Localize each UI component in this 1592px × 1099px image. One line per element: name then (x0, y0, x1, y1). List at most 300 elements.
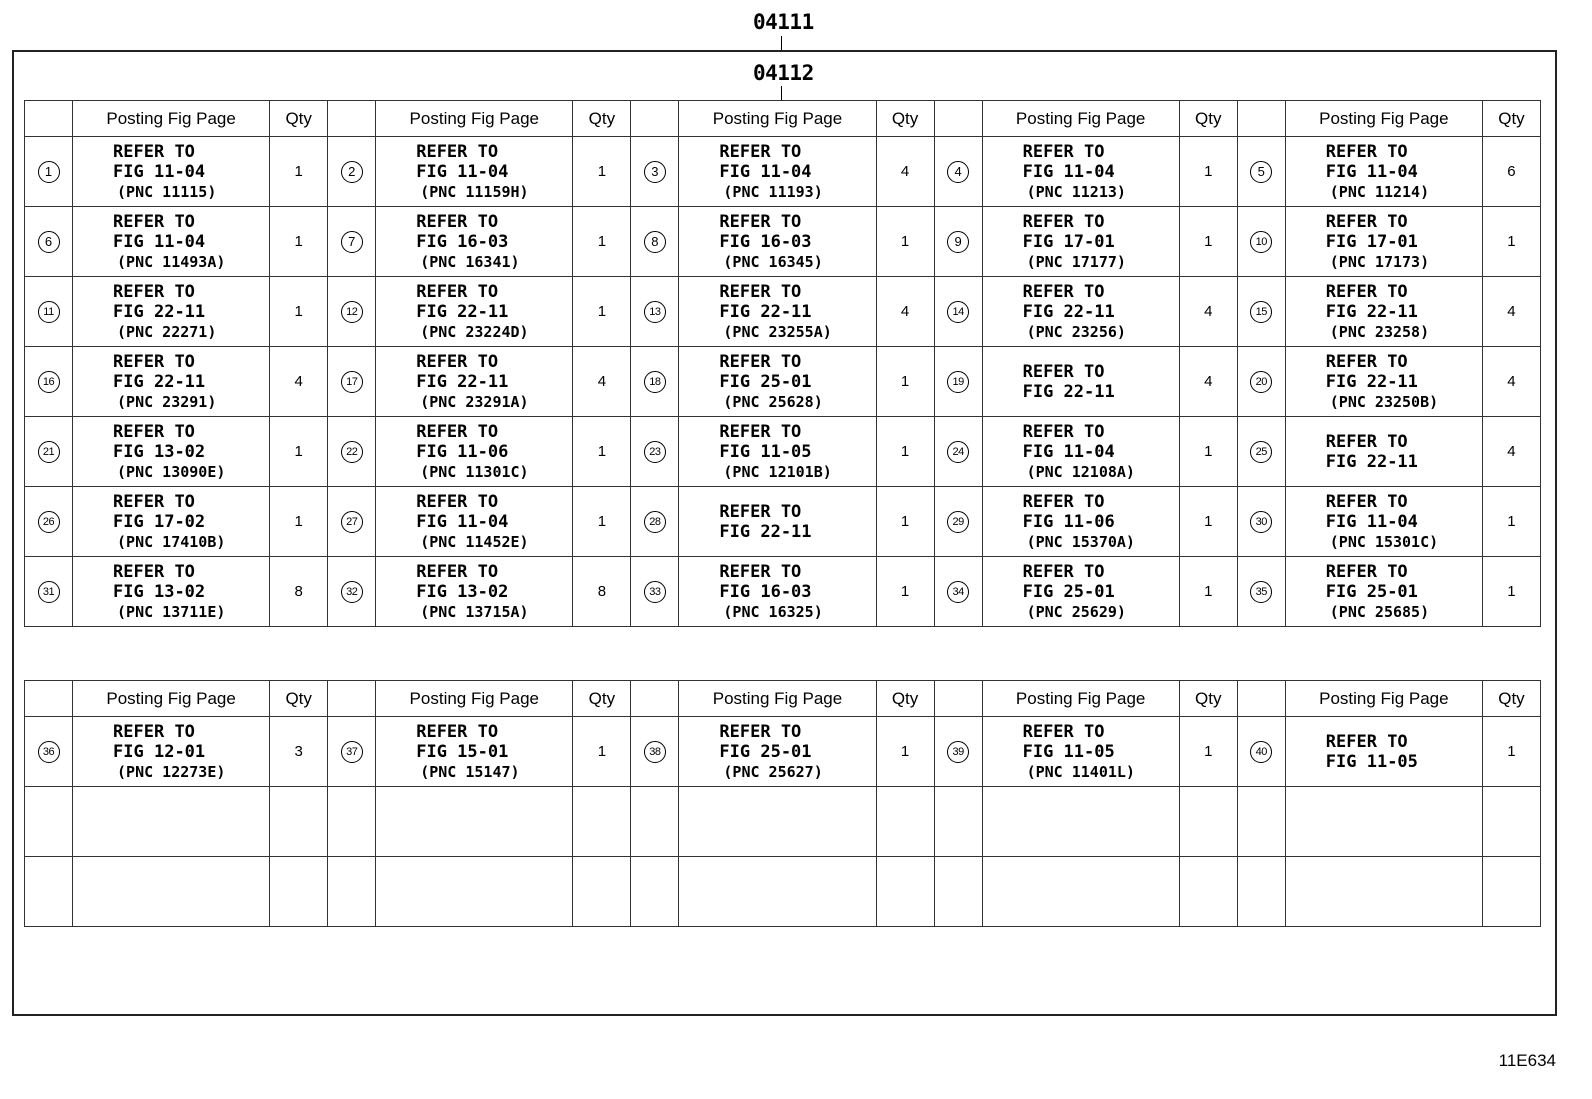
ref-line-l1: REFER TO (1022, 721, 1105, 742)
ref-line-l1: REFER TO (113, 421, 195, 442)
table-row (25, 347, 1541, 417)
item-number-cell (934, 857, 982, 927)
item-number-badge: 11 (38, 301, 60, 323)
qty-cell (573, 857, 631, 927)
header-posting: Posting Fig Page (73, 681, 270, 717)
item-number-badge: 10 (1250, 231, 1272, 253)
posting-ref-cell (982, 557, 1179, 627)
item-number-cell (934, 787, 982, 857)
table-row (25, 137, 1541, 207)
qty-cell: 1 (270, 487, 328, 557)
ref-line-l1: REFER TO (719, 141, 802, 162)
item-number-badge: 13 (644, 301, 666, 323)
table-row (25, 207, 1541, 277)
header-blank (1237, 681, 1285, 717)
item-number-cell (934, 347, 982, 417)
posting-ref-cell (679, 417, 876, 487)
item-number-cell (328, 137, 376, 207)
ref-line-l2: FIG 11-05 (1022, 741, 1115, 762)
posting-ref-cell (1285, 557, 1482, 627)
ref-line-l3: (PNC 16345) (723, 252, 823, 271)
posting-ref-cell (679, 857, 876, 927)
posting-ref-cell (982, 417, 1179, 487)
item-number-cell (934, 417, 982, 487)
item-number-cell (25, 277, 73, 347)
qty-cell: 1 (1482, 557, 1540, 627)
item-number-cell (328, 787, 376, 857)
item-number-cell (631, 137, 679, 207)
item-number-badge: 20 (1250, 371, 1272, 393)
header-posting: Posting Fig Page (1285, 681, 1482, 717)
ref-line-l3: (PNC 12273E) (117, 762, 226, 781)
item-number-badge: 19 (947, 371, 969, 393)
item-number-cell (25, 557, 73, 627)
qty-cell: 1 (1179, 487, 1237, 557)
qty-cell: 4 (876, 137, 934, 207)
ref-line-l1: REFER TO (416, 491, 499, 512)
item-number-badge: 16 (38, 371, 60, 393)
posting-ref-cell (679, 787, 876, 857)
qty-cell: 6 (1482, 137, 1540, 207)
header-blank (934, 101, 982, 137)
header-blank (328, 681, 376, 717)
qty-cell: 4 (1179, 347, 1237, 417)
ref-line-l3: (PNC 25628) (723, 392, 823, 411)
header-blank (1237, 101, 1285, 137)
item-number-badge: 14 (947, 301, 969, 323)
ref-line-l1: REFER TO (113, 721, 195, 742)
ref-line-l3: (PNC 23224D) (420, 322, 529, 341)
ref-line-l3: (PNC 13090E) (117, 462, 226, 481)
ref-line-l2: FIG 17-02 (113, 511, 206, 532)
header-blank (25, 681, 73, 717)
ref-line-l1: REFER TO (416, 141, 499, 162)
posting-ref-cell (73, 137, 270, 207)
qty-cell: 8 (270, 557, 328, 627)
item-number-cell (1237, 487, 1285, 557)
ref-line-l1: REFER TO (719, 211, 802, 232)
posting-ref-cell (73, 787, 270, 857)
ref-line-l1: REFER TO (1325, 141, 1408, 162)
item-number-badge: 39 (947, 741, 969, 763)
ref-line-l2: FIG 22-11 (416, 371, 509, 392)
ref-line-l1: REFER TO (416, 421, 499, 442)
ref-line-l2: FIG 17-01 (1325, 231, 1418, 252)
table-row (25, 557, 1541, 627)
item-number-badge: 25 (1250, 441, 1272, 463)
ref-line-l2: FIG 22-11 (1325, 451, 1418, 472)
item-number-badge: 12 (341, 301, 363, 323)
posting-ref-cell (376, 557, 573, 627)
posting-ref-cell (1285, 717, 1482, 787)
header-blank (631, 101, 679, 137)
item-number-badge: 3 (644, 161, 666, 183)
item-number-badge: 21 (38, 441, 60, 463)
item-number-cell (1237, 347, 1285, 417)
item-number-badge: 37 (341, 741, 363, 763)
ref-line-l2: FIG 22-11 (1022, 301, 1115, 322)
ref-line-l2: FIG 11-04 (113, 161, 206, 182)
ref-line-l1: REFER TO (1022, 361, 1105, 382)
qty-cell (876, 857, 934, 927)
ref-line-l2: FIG 22-11 (1325, 371, 1418, 392)
item-number-cell (328, 207, 376, 277)
leader-line-04111 (781, 36, 782, 50)
posting-ref-cell (982, 137, 1179, 207)
ref-line-l2: FIG 11-04 (416, 161, 509, 182)
item-number-cell (1237, 417, 1285, 487)
item-number-badge: 38 (644, 741, 666, 763)
header-qty: Qty (876, 681, 934, 717)
item-number-cell (328, 557, 376, 627)
qty-cell: 1 (876, 417, 934, 487)
ref-line-l3: (PNC 12108A) (1026, 462, 1135, 481)
item-number-cell (328, 277, 376, 347)
ref-line-l2: FIG 11-04 (416, 511, 509, 532)
item-number-cell (1237, 207, 1285, 277)
ref-line-l2: FIG 13-02 (113, 581, 206, 602)
ref-line-l3: (PNC 15370A) (1026, 532, 1135, 551)
ref-line-l2: FIG 22-11 (719, 521, 812, 542)
qty-cell: 1 (573, 277, 631, 347)
item-number-badge: 7 (341, 231, 363, 253)
ref-line-l2: FIG 11-04 (1325, 511, 1418, 532)
posting-ref-cell (376, 137, 573, 207)
ref-line-l3: (PNC 23258) (1329, 322, 1430, 341)
qty-cell (1179, 857, 1237, 927)
item-number-cell (631, 717, 679, 787)
item-number-cell (631, 557, 679, 627)
qty-cell: 4 (270, 347, 328, 417)
ref-line-l3: (PNC 23250B) (1329, 392, 1439, 411)
ref-line-l2: FIG 25-01 (1325, 581, 1418, 602)
qty-cell: 1 (270, 277, 328, 347)
item-number-cell (1237, 557, 1285, 627)
item-number-badge: 9 (947, 231, 969, 253)
ref-line-l1: REFER TO (416, 211, 499, 232)
ref-line-l2: FIG 11-06 (416, 441, 509, 462)
item-number-cell (328, 717, 376, 787)
qty-cell: 1 (876, 487, 934, 557)
ref-line-l3: (PNC 25629) (1026, 602, 1126, 621)
header-blank (934, 681, 982, 717)
qty-cell (1482, 787, 1540, 857)
ref-line-l2: FIG 22-11 (1022, 381, 1115, 402)
ref-line-l2: FIG 16-03 (719, 581, 812, 602)
qty-cell: 1 (876, 557, 934, 627)
posting-ref-cell (679, 277, 876, 347)
item-number-cell (328, 347, 376, 417)
ref-line-l3: (PNC 16341) (420, 252, 520, 271)
item-number-badge: 6 (38, 231, 60, 253)
ref-line-l3: (PNC 11401L) (1026, 762, 1135, 781)
item-number-cell (934, 277, 982, 347)
assembly-label-04111: 04111 (753, 10, 814, 34)
ref-line-l3: (PNC 25685) (1329, 602, 1430, 621)
item-number-badge: 33 (644, 581, 666, 603)
item-number-cell (25, 137, 73, 207)
leader-line-04112 (781, 86, 782, 100)
ref-line-l2: FIG 22-11 (416, 301, 509, 322)
header-posting: Posting Fig Page (376, 681, 573, 717)
posting-ref-cell (982, 717, 1179, 787)
ref-line-l1: REFER TO (113, 141, 195, 162)
item-number-cell (934, 717, 982, 787)
qty-cell: 1 (1482, 207, 1540, 277)
item-number-badge: 31 (38, 581, 60, 603)
qty-cell: 4 (1482, 347, 1540, 417)
posting-ref-cell (982, 347, 1179, 417)
ref-line-l3: (PNC 25627) (723, 762, 823, 781)
qty-cell: 1 (1179, 557, 1237, 627)
ref-line-l1: REFER TO (1325, 281, 1408, 302)
ref-line-l2: FIG 16-03 (719, 231, 812, 252)
item-number-cell (1237, 787, 1285, 857)
header-qty: Qty (1179, 101, 1237, 137)
posting-ref-cell (679, 557, 876, 627)
ref-line-l3: (PNC 15301C) (1329, 532, 1439, 551)
ref-line-l3: (PNC 23291A) (420, 392, 529, 411)
item-number-cell (25, 487, 73, 557)
ref-line-l3: (PNC 11493A) (117, 252, 226, 271)
item-number-badge: 23 (644, 441, 666, 463)
posting-ref-cell (1285, 487, 1482, 557)
ref-line-l3: (PNC 16325) (723, 602, 823, 621)
parts-reference-table-2 (24, 680, 1541, 927)
item-number-cell (631, 857, 679, 927)
qty-cell: 1 (270, 137, 328, 207)
posting-ref-cell (982, 277, 1179, 347)
ref-line-l3: (PNC 11214) (1329, 182, 1430, 201)
ref-line-l2: FIG 22-11 (719, 301, 812, 322)
item-number-cell (328, 857, 376, 927)
item-number-cell (25, 717, 73, 787)
header-posting: Posting Fig Page (376, 101, 573, 137)
header-qty: Qty (1482, 681, 1540, 717)
ref-line-l3: (PNC 11452E) (420, 532, 529, 551)
qty-cell (270, 857, 328, 927)
ref-line-l1: REFER TO (1022, 281, 1105, 302)
qty-cell: 1 (876, 207, 934, 277)
qty-cell: 1 (1179, 137, 1237, 207)
posting-ref-cell (982, 857, 1179, 927)
ref-line-l1: REFER TO (1022, 491, 1105, 512)
qty-cell (1482, 857, 1540, 927)
header-blank (631, 681, 679, 717)
item-number-badge: 40 (1250, 741, 1272, 763)
ref-line-l3: (PNC 11115) (117, 182, 217, 201)
item-number-cell (25, 347, 73, 417)
header-qty: Qty (573, 681, 631, 717)
posting-ref-cell (376, 417, 573, 487)
header-blank (328, 101, 376, 137)
ref-line-l2: FIG 11-04 (1325, 161, 1418, 182)
qty-cell: 4 (1482, 277, 1540, 347)
ref-line-l1: REFER TO (1325, 351, 1408, 372)
ref-line-l1: REFER TO (113, 351, 195, 372)
item-number-cell (25, 207, 73, 277)
ref-line-l1: REFER TO (1325, 731, 1408, 752)
ref-line-l2: FIG 22-11 (1325, 301, 1418, 322)
header-qty: Qty (876, 101, 934, 137)
table-row (25, 787, 1541, 857)
header-qty: Qty (270, 101, 328, 137)
header-posting: Posting Fig Page (679, 101, 876, 137)
item-number-badge: 26 (38, 511, 60, 533)
ref-line-l2: FIG 11-04 (719, 161, 812, 182)
posting-ref-cell (73, 417, 270, 487)
qty-cell (270, 787, 328, 857)
table-row (25, 417, 1541, 487)
item-number-cell (25, 417, 73, 487)
posting-ref-cell (73, 347, 270, 417)
qty-cell: 1 (270, 417, 328, 487)
qty-cell: 1 (876, 347, 934, 417)
posting-ref-cell (1285, 207, 1482, 277)
ref-line-l3: (PNC 15147) (420, 762, 520, 781)
qty-cell: 1 (573, 137, 631, 207)
item-number-badge: 17 (341, 371, 363, 393)
qty-cell: 1 (573, 717, 631, 787)
item-number-badge: 36 (38, 741, 60, 763)
ref-line-l3: (PNC 11193) (723, 182, 823, 201)
ref-line-l2: FIG 25-01 (719, 371, 812, 392)
qty-cell: 1 (573, 207, 631, 277)
item-number-badge: 32 (341, 581, 363, 603)
ref-line-l3: (PNC 22271) (117, 322, 217, 341)
ref-line-l2: FIG 12-01 (113, 741, 206, 762)
qty-cell: 1 (1179, 717, 1237, 787)
parts-reference-table-1 (24, 100, 1541, 627)
item-number-cell (631, 207, 679, 277)
qty-cell: 1 (876, 717, 934, 787)
ref-line-l1: REFER TO (1022, 141, 1105, 162)
ref-line-l3: (PNC 23291) (117, 392, 217, 411)
item-number-cell (631, 787, 679, 857)
ref-line-l1: REFER TO (1022, 561, 1105, 582)
posting-ref-cell (73, 857, 270, 927)
header-blank (25, 101, 73, 137)
item-number-cell (631, 417, 679, 487)
ref-line-l1: REFER TO (416, 721, 499, 742)
item-number-badge: 8 (644, 231, 666, 253)
item-number-badge: 5 (1250, 161, 1272, 183)
ref-line-l1: REFER TO (1022, 421, 1105, 442)
assembly-label-04112: 04112 (753, 61, 814, 85)
item-number-cell (328, 417, 376, 487)
header-posting: Posting Fig Page (679, 681, 876, 717)
header-posting: Posting Fig Page (73, 101, 270, 137)
posting-ref-cell (982, 207, 1179, 277)
item-number-badge: 18 (644, 371, 666, 393)
item-number-badge: 4 (947, 161, 969, 183)
ref-line-l3: (PNC 23256) (1026, 322, 1126, 341)
ref-line-l2: FIG 11-06 (1022, 511, 1115, 532)
figure-code: 11E634 (1498, 1051, 1556, 1070)
ref-line-l3: (PNC 11301C) (420, 462, 529, 481)
item-number-badge: 28 (644, 511, 666, 533)
item-number-badge: 34 (947, 581, 969, 603)
ref-line-l1: REFER TO (719, 501, 802, 522)
ref-line-l1: REFER TO (416, 561, 499, 582)
qty-cell (876, 787, 934, 857)
ref-line-l1: REFER TO (1325, 431, 1408, 452)
ref-line-l1: REFER TO (113, 281, 195, 302)
qty-cell: 4 (1179, 277, 1237, 347)
qty-cell: 1 (1179, 207, 1237, 277)
posting-ref-cell (376, 347, 573, 417)
qty-cell: 1 (573, 417, 631, 487)
table-header-row (25, 681, 1541, 717)
posting-ref-cell (1285, 787, 1482, 857)
item-number-badge: 15 (1250, 301, 1272, 323)
qty-cell: 1 (573, 487, 631, 557)
ref-line-l1: REFER TO (113, 211, 195, 232)
ref-line-l2: FIG 25-01 (719, 741, 812, 762)
ref-line-l1: REFER TO (1325, 491, 1408, 512)
posting-ref-cell (1285, 417, 1482, 487)
ref-line-l3: (PNC 11159H) (420, 182, 529, 201)
posting-ref-cell (679, 347, 876, 417)
posting-ref-cell (376, 857, 573, 927)
posting-ref-cell (73, 717, 270, 787)
table-row (25, 717, 1541, 787)
qty-cell: 1 (270, 207, 328, 277)
item-number-badge: 22 (341, 441, 363, 463)
ref-line-l3: (PNC 23255A) (723, 322, 832, 341)
ref-line-l3: (PNC 13711E) (117, 602, 226, 621)
ref-line-l1: REFER TO (719, 281, 802, 302)
qty-cell: 4 (1482, 417, 1540, 487)
item-number-cell (934, 557, 982, 627)
ref-line-l2: FIG 11-04 (1022, 441, 1115, 462)
qty-cell (573, 787, 631, 857)
ref-line-l1: REFER TO (113, 491, 195, 512)
item-number-badge: 29 (947, 511, 969, 533)
posting-ref-cell (376, 487, 573, 557)
ref-line-l1: REFER TO (719, 351, 802, 372)
qty-cell: 4 (876, 277, 934, 347)
table-row (25, 487, 1541, 557)
item-number-cell (25, 857, 73, 927)
qty-cell (1179, 787, 1237, 857)
ref-line-l2: FIG 11-05 (1325, 751, 1418, 772)
ref-line-l3: (PNC 17410B) (117, 532, 226, 551)
ref-line-l1: REFER TO (113, 561, 195, 582)
posting-ref-cell (376, 277, 573, 347)
table-row (25, 857, 1541, 927)
header-qty: Qty (1482, 101, 1540, 137)
posting-ref-cell (1285, 277, 1482, 347)
item-number-cell (934, 207, 982, 277)
qty-cell: 4 (573, 347, 631, 417)
ref-line-l2: FIG 11-05 (719, 441, 812, 462)
posting-ref-cell (376, 717, 573, 787)
posting-ref-cell (73, 557, 270, 627)
posting-ref-cell (679, 137, 876, 207)
posting-ref-cell (982, 487, 1179, 557)
ref-line-l2: FIG 15-01 (416, 741, 509, 762)
item-number-cell (934, 487, 982, 557)
ref-line-l1: REFER TO (416, 281, 499, 302)
header-posting: Posting Fig Page (982, 681, 1179, 717)
posting-ref-cell (1285, 347, 1482, 417)
item-number-cell (1237, 717, 1285, 787)
ref-line-l1: REFER TO (1022, 211, 1105, 232)
ref-line-l2: FIG 13-02 (113, 441, 206, 462)
item-number-cell (631, 487, 679, 557)
posting-ref-cell (376, 207, 573, 277)
